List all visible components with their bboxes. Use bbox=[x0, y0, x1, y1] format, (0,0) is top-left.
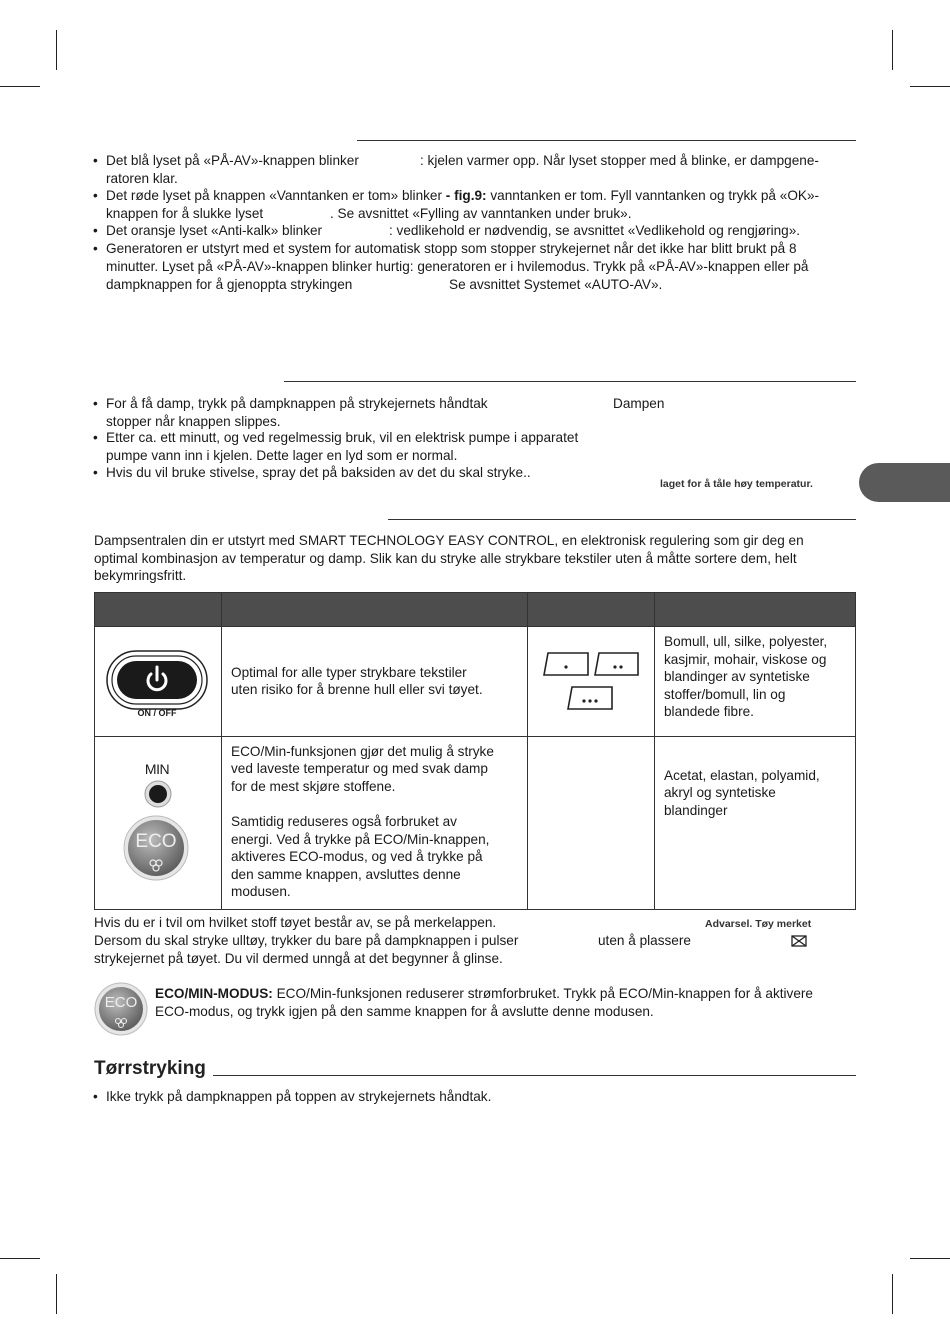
table-row bbox=[95, 627, 856, 737]
crop-mark bbox=[0, 86, 40, 87]
list-item: • For å få damp, trykk på dampknappen på strykejernets håndtak Dampen stopper når knappen slippes. bbox=[93, 396, 665, 429]
eco-label: ECO bbox=[104, 994, 138, 1011]
crop-mark bbox=[56, 1274, 57, 1314]
section-title: Tørrstryking bbox=[94, 1058, 206, 1079]
list-item: • Det røde lyset på knappen «Vanntanken er tom» blinker - fig.9: vanntanken er tom. Fyll vanntanken og trykk på «OK»- knappen for å slukke lyset . Se avsnittet «Fylling av vanntanken under bruk». bbox=[93, 188, 820, 221]
min-indicator-icon bbox=[143, 779, 173, 809]
list-item: • Hvis du vil bruke stivelse, spray det på baksiden av det du skal stryke.. bbox=[93, 465, 531, 480]
crop-mark bbox=[892, 1274, 893, 1314]
section-rule bbox=[284, 381, 856, 382]
language-tab bbox=[859, 463, 950, 502]
section-rule bbox=[213, 1075, 856, 1076]
row-description: Optimal for alle typer strykbare tekstiler uten risiko for å brenne hull eller svi tøyet. bbox=[231, 664, 483, 698]
crop-mark bbox=[910, 1258, 950, 1259]
list-item: • Det oransje lyset «Anti-kalk» blinker : vedlikehold er nødvendig, se avsnittet «Vedlikehold og rengjøring». bbox=[93, 223, 801, 238]
section-rule bbox=[357, 140, 856, 141]
list-item: • Ikke trykk på dampknappen på toppen av strykejernets håndtak. bbox=[93, 1089, 492, 1104]
crop-mark bbox=[56, 30, 57, 70]
fabric-list: Bomull, ull, silke, polyester, kasjmir, mohair, viskose og blandinger av syntetiske stoffer/bomull, lin og blandede fibre. bbox=[664, 634, 828, 720]
on-off-label: ON / OFF bbox=[137, 708, 177, 719]
crop-mark bbox=[892, 30, 893, 70]
side-note: laget for å tåle høy temperatur. bbox=[660, 478, 813, 490]
row-description: ECO/Min-funksjonen gjør det mulig å stryke ved laveste temperatur og med svak damp for de mest skjøre stoffene. Samtidig reduseres også forbruket av energi. Ved å trykke på ECO/Min-knappen, aktiveres ECO-modus, og ved å trykke på den samme knappen, avsluttes denne modusen. bbox=[231, 743, 494, 900]
table-header bbox=[95, 593, 856, 627]
iron-one-dot-icon bbox=[544, 653, 588, 675]
min-label: MIN bbox=[144, 760, 170, 777]
list-item: • Etter ca. ett minutt, og ved regelmessig bruk, vil en elektrisk pumpe i apparatet pumpe vann inn i kjelen. Dette lager en lyd som er normal. bbox=[93, 430, 579, 463]
crop-mark bbox=[0, 1258, 40, 1259]
no-steam-icon bbox=[791, 935, 807, 947]
fabric-list: Acetat, elastan, polyamid, akryl og syntetiske blandinger bbox=[664, 767, 820, 818]
crop-mark bbox=[910, 86, 950, 87]
paragraph: Hvis du er i tvil om hvilket stoff tøyet består av, se på merkelappen. Advarsel. Tøy merket Dersom du skal stryke ulltøy, trykker du bare på dampknappen i pulser uten å plassere strykejernet på tøyet. Du vil dermed unngå at det begynner å glinse. bbox=[94, 915, 812, 966]
eco-label: ECO bbox=[135, 830, 177, 852]
eco-mode-paragraph: ECO/MIN-MODUS: ECO/Min-funksjonen reduserer strømforbruket. Trykk på ECO/Min-knappen for å aktivere ECO-modus, og trykk igjen på den samme knappen for å avslutte denne modusen. bbox=[155, 986, 813, 1019]
intro-text: Dampsentralen din er utstyrt med SMART TECHNOLOGY EASY CONTROL, en elektronisk regulering som gir deg en optimal kombinasjon av temperatur og damp. Slik kan du stryke alle strykbare tekstiler uten å måtte sortere dem, helt bekymringsfritt. bbox=[94, 533, 804, 584]
iron-three-dot-icon bbox=[568, 687, 612, 709]
table-row bbox=[95, 736, 856, 909]
iron-temperature-icons bbox=[528, 627, 654, 731]
power-button-image bbox=[95, 629, 221, 733]
section-rule bbox=[388, 519, 856, 520]
list-item: • Generatoren er utstyrt med et system for automatisk stopp som stopper strykejernet når det ikke har blitt brukt på 8 minutter. Lyset på «PÅ-AV»-knappen blinker hurtig: generatoren er i hvilemodus. Trykk på «PÅ-AV»-knappen eller på dampknappen for å gjenoppta strykingen Se avsnittet Systemet «AUTO-AV». bbox=[93, 241, 809, 292]
list-item: • Det blå lyset på «PÅ-AV»-knappen blinker : kjelen varmer opp. Når lyset stopper med å blinke, er dampgene- ratoren klar. bbox=[93, 153, 819, 186]
settings-table bbox=[94, 592, 856, 910]
iron-two-dot-icon bbox=[595, 653, 638, 675]
